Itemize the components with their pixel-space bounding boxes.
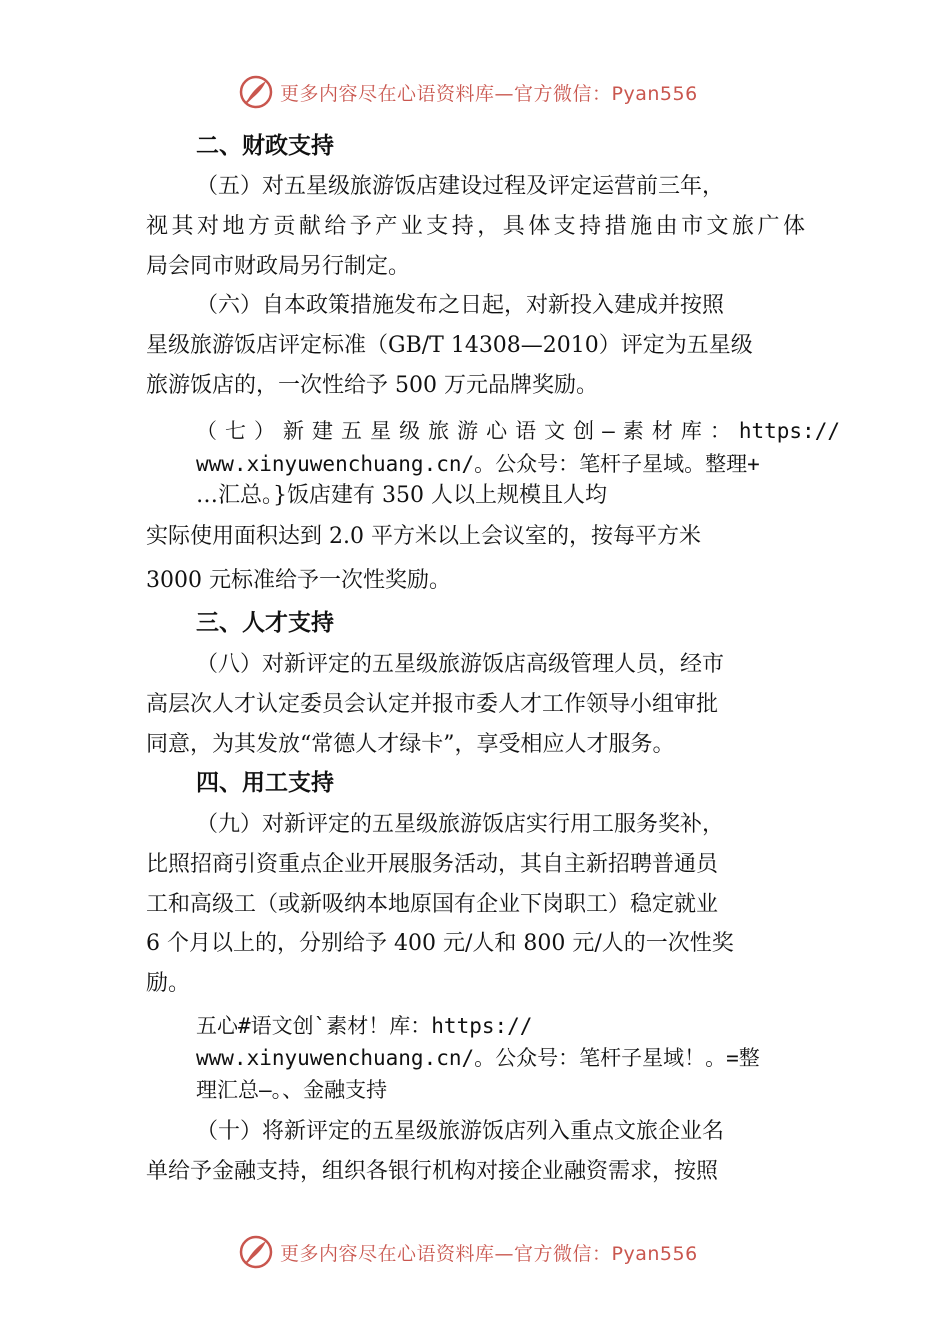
watermark-line-1: 五心#语文创`素材！库：https:// — [196, 1014, 533, 1038]
banner-text: 更多内容尽在心语资料库—官方微信：Pyan556 — [280, 82, 698, 105]
paragraph-7-line-2: www.xinyuwenchuang.cn/。公众号：笔杆子星域。整理+ — [196, 452, 760, 476]
paragraph-7-line-1: （七）新建五星级旅游心语文创—素材库：https:// — [196, 419, 840, 443]
section-heading-finance: 二、财政支持 — [196, 133, 334, 159]
paragraph-9-line-3: 工和高级工（或新吸纳本地原国有企业下岗职工）稳定就业 — [146, 892, 719, 917]
paragraph-5-line-2: 视其对地方贡献给予产业支持，具体支持措施由市文旅广体 — [146, 214, 805, 239]
paragraph-10-line-1: （十）将新评定的五星级旅游饭店列入重点文旅企业名 — [196, 1119, 725, 1144]
quill-pen-logo-icon — [238, 1234, 274, 1270]
paragraph-6-line-2: 星级旅游饭店评定标准（GB/T 14308—2010）评定为五星级 — [146, 333, 753, 358]
paragraph-6-line-1: （六）自本政策措施发布之日起，对新投入建成并按照 — [196, 293, 725, 318]
paragraph-8-line-3: 同意，为其发放“常德人才绿卡”，享受相应人才服务。 — [146, 732, 675, 757]
paragraph-9-line-5: 励。 — [146, 971, 191, 996]
section-heading-talent: 三、人才支持 — [196, 610, 334, 636]
paragraph-7-line-3: …汇总。}饭店建有 350 人以上规模且人均 — [196, 483, 607, 508]
watermark-line-3: 理汇总—。、金融支持 — [196, 1078, 388, 1102]
paragraph-9-line-2: 比照招商引资重点企业开展服务活动，其自主新招聘普通员 — [146, 852, 719, 877]
paragraph-9-line-4: 6 个月以上的，分别给予 400 元/人和 800 元/人的一次性奖 — [146, 931, 734, 956]
paragraph-6-line-3: 旅游饭店的，一次性给予 500 万元品牌奖励。 — [146, 373, 598, 398]
paragraph-9-line-1: （九）对新评定的五星级旅游饭店实行用工服务奖补， — [196, 812, 725, 837]
paragraph-7-line-4: 实际使用面积达到 2.0 平方米以上会议室的，按每平方米 — [146, 524, 701, 549]
quill-pen-logo-icon — [238, 74, 274, 110]
banner-text: 更多内容尽在心语资料库—官方微信：Pyan556 — [280, 1242, 698, 1265]
paragraph-5-line-3: 局会同市财政局另行制定。 — [146, 254, 411, 279]
section-heading-employment: 四、用工支持 — [196, 770, 334, 796]
paragraph-5-line-1: （五）对五星级旅游饭店建设过程及评定运营前三年， — [196, 174, 725, 199]
paragraph-8-line-1: （八）对新评定的五星级旅游饭店高级管理人员，经市 — [196, 652, 725, 677]
footer-banner — [238, 1232, 698, 1272]
paragraph-8-line-2: 高层次人才认定委员会认定并报市委人才工作领导小组审批 — [146, 692, 719, 717]
paragraph-7-line-5: 3000 元标准给予一次性奖励。 — [146, 568, 451, 593]
watermark-line-2: www.xinyuwenchuang.cn/。公众号：笔杆子星域！。=整 — [196, 1046, 760, 1070]
paragraph-10-line-2: 单给予金融支持，组织各银行机构对接企业融资需求，按照 — [146, 1159, 719, 1184]
header-banner — [238, 72, 698, 112]
